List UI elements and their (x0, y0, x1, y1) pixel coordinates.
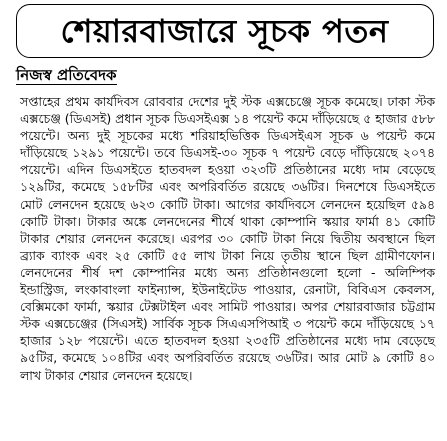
article-body: সপ্তাহের প্রথম কার্যদিবস রোববার দেশের দুই স্টক এক্সচেঞ্জে সূচক কমেছে। ঢাকা স্টক এক্সচেঞ্জ (ডিএসই) প্রধান সূচক ডিএসইএক্স ১৪ পয়েন্ট কমে দাঁড়িয়েছে ৫ হাজার ৫৮৮ পয়েন্টে। অন্য দুই সূচকের মধ্যে শরিয়াহভিত্তিক ডিএসইএস সূচক ৬ পয়েন্ট কমে দাঁড়িয়েছে ১২৯১ পয়েন্টে। তবে ডিএসই-৩০ সূচক ৭ পয়েন্ট বেড়ে দাঁড়িয়েছে ২০৭৪ পয়েন্টে। এদিন ডিএসইতে হাতবদল হওয়া ৩২৩টি প্রতিষ্ঠানের মধ্যে দাম বেড়েছে ১২৯টির, কমেছে ১৫৮টির এবং অপরিবর্তিত রয়েছে ৩৬টির। দিনশেষে ডিএসইতে মোট লেনদেন হয়েছে ৬২৩ কোটি টাকা। আগের কার্যদিবসে লেনদেন হয়েছিল ৫৯৪ কোটি টাকা। টাকার অঙ্কে লেনদেনের শীর্ষে থাকা কোম্পানি স্কয়ার ফার্মা ৪১ কোটি টাকার শেয়ার লেনদেন করেছে। এরপর ৩০ কোটি টাকা নিয়ে দ্বিতীয় অবস্থানে ছিল ব্র্যাক ব্যাংক এবং ২৫ কোটি ৫৫ লাখ টাকা নিয়ে তৃতীয় স্থানে ছিল গ্রামীণফোন। লেনদেনের শীর্ষ দশ কোম্পানির মধ্যে অন্য প্রতিষ্ঠানগুলো হলো - অলিম্পিক ইন্ডাস্ট্রিজ, লংকাবাংলা ফাইন্যান্স, ইউনাইটেড পাওয়ার, রেনাটা, বিবিএস কেবলস, বেক্সিমকো ফার্মা, স্কয়ার টেক্সটাইল এবং সামিট পাওয়ার। অপর শেয়ারবাজার চট্টগ্রাম স্টক এক্সচেঞ্জের (সিএসই) সার্বিক সূচক সিএএসপিআই ৩ পয়েন্ট কমে দাঁড়িয়েছে ১৭ হাজার ১২৮ পয়েন্টে। এতে হাতবদল হওয়া ২৩৫টি প্রতিষ্ঠানের মধ্যে দাম বেড়েছে ৯৫টির, কমেছে ১০৪টির এবং অপরিবর্তিত রয়েছে ৩৬টির। আর মোট ৯ কোটি ৪০ লাখ টাকার শেয়ার লেনদেন হয়েছে। (20, 94, 435, 383)
headline-box (16, 4, 434, 58)
headline: শেয়ারবাজারে সূচক পতন (60, 12, 389, 50)
byline: নিজস্ব প্রতিবেদক (16, 66, 117, 84)
